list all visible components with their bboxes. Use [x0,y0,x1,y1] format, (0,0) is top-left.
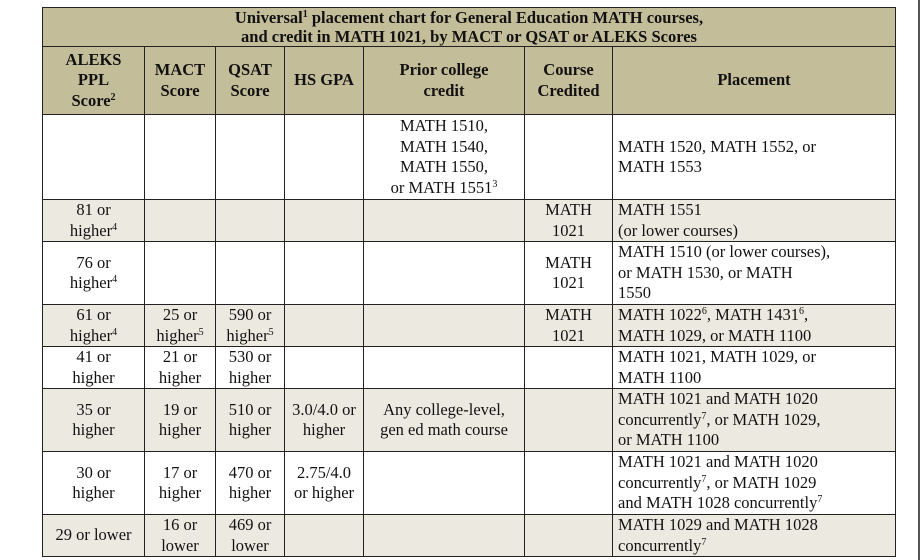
cell-course-credited [525,115,613,200]
table-title-row [43,8,896,47]
table-row [43,389,896,452]
cell-aleks: 76 or higher$^4$ [43,242,145,305]
header-hs-gpa: HS GPA [285,47,364,115]
cell-mact [145,242,216,305]
table-row [43,515,896,557]
cell-course-credited: MATH 1021 [525,200,613,242]
placement-chart-table [42,7,896,557]
cell-mact: 16 or lower [145,515,216,557]
table-row [43,305,896,347]
cell-prior-credit [364,452,525,515]
cell-placement: MATH 1021 and MATH 1020 concurrently$^7$, or MATH 1029 and MATH 1028 concurrently$^7$ [613,452,896,515]
cell-gpa [285,242,364,305]
cell-qsat [216,242,285,305]
cell-mact: 21 or higher [145,347,216,389]
cell-gpa: 3.0/4.0 or higher [285,389,364,452]
cell-aleks: 61 or higher$^4$ [43,305,145,347]
cell-course-credited [525,347,613,389]
table-row [43,452,896,515]
cell-gpa: 2.75/4.0 or higher [285,452,364,515]
cell-placement: MATH 1520, MATH 1552, or MATH 1553 [613,115,896,200]
cell-placement: MATH 1022$^6$, MATH 1431$^6$, MATH 1029, or MATH 1100 [613,305,896,347]
cell-placement: MATH 1021, MATH 1029, or MATH 1100 [613,347,896,389]
header-qsat: QSAT Score [216,47,285,115]
cell-aleks: 41 or higher [43,347,145,389]
cell-aleks: 29 or lower [43,515,145,557]
cell-gpa [285,115,364,200]
cell-prior-credit [364,242,525,305]
header-aleks: ALEKS PPL Score$^2$ [43,47,145,115]
header-placement: Placement [613,47,896,115]
cell-course-credited: MATH 1021 [525,305,613,347]
cell-qsat: 469 or lower [216,515,285,557]
cell-prior-credit [364,305,525,347]
cell-qsat: 510 or higher [216,389,285,452]
header-mact: MACT Score [145,47,216,115]
cell-mact: 19 or higher [145,389,216,452]
cell-prior-credit [364,515,525,557]
cell-gpa [285,305,364,347]
cell-gpa [285,347,364,389]
table-title: Universal$^1$ placement chart for General Education MATH courses, and credit in MATH 1021, by MACT or QSAT or ALEKS Scores [43,8,896,47]
cell-placement: MATH 1029 and MATH 1028 concurrently$^7$ [613,515,896,557]
cell-course-credited [525,389,613,452]
table-row [43,200,896,242]
cell-aleks: 30 or higher [43,452,145,515]
cell-prior-credit: MATH 1510, MATH 1540, MATH 1550, or MATH 1551$^3$ [364,115,525,200]
cell-qsat: 470 or higher [216,452,285,515]
page-edge-divider [918,0,924,560]
table-row [43,115,896,200]
cell-qsat: 590 or higher$^5$ [216,305,285,347]
table-row [43,347,896,389]
cell-mact: 17 or higher [145,452,216,515]
cell-placement: MATH 1021 and MATH 1020 concurrently$^7$, or MATH 1029, or MATH 1100 [613,389,896,452]
cell-gpa [285,515,364,557]
cell-prior-credit [364,200,525,242]
cell-qsat [216,200,285,242]
cell-prior-credit [364,347,525,389]
cell-course-credited [525,515,613,557]
cell-course-credited: MATH 1021 [525,242,613,305]
header-course-credited: Course Credited [525,47,613,115]
cell-aleks [43,115,145,200]
column-header-row [43,47,896,115]
cell-qsat [216,115,285,200]
cell-prior-credit: Any college-level, gen ed math course [364,389,525,452]
cell-aleks: 81 or higher$^4$ [43,200,145,242]
cell-placement: MATH 1551 (or lower courses) [613,200,896,242]
cell-placement: MATH 1510 (or lower courses), or MATH 1530, or MATH 1550 [613,242,896,305]
cell-mact [145,115,216,200]
cell-mact: 25 or higher$^5$ [145,305,216,347]
cell-aleks: 35 or higher [43,389,145,452]
cell-qsat: 530 or higher [216,347,285,389]
table-row [43,242,896,305]
cell-gpa [285,200,364,242]
header-prior-credit: Prior college credit [364,47,525,115]
cell-mact [145,200,216,242]
cell-course-credited [525,452,613,515]
